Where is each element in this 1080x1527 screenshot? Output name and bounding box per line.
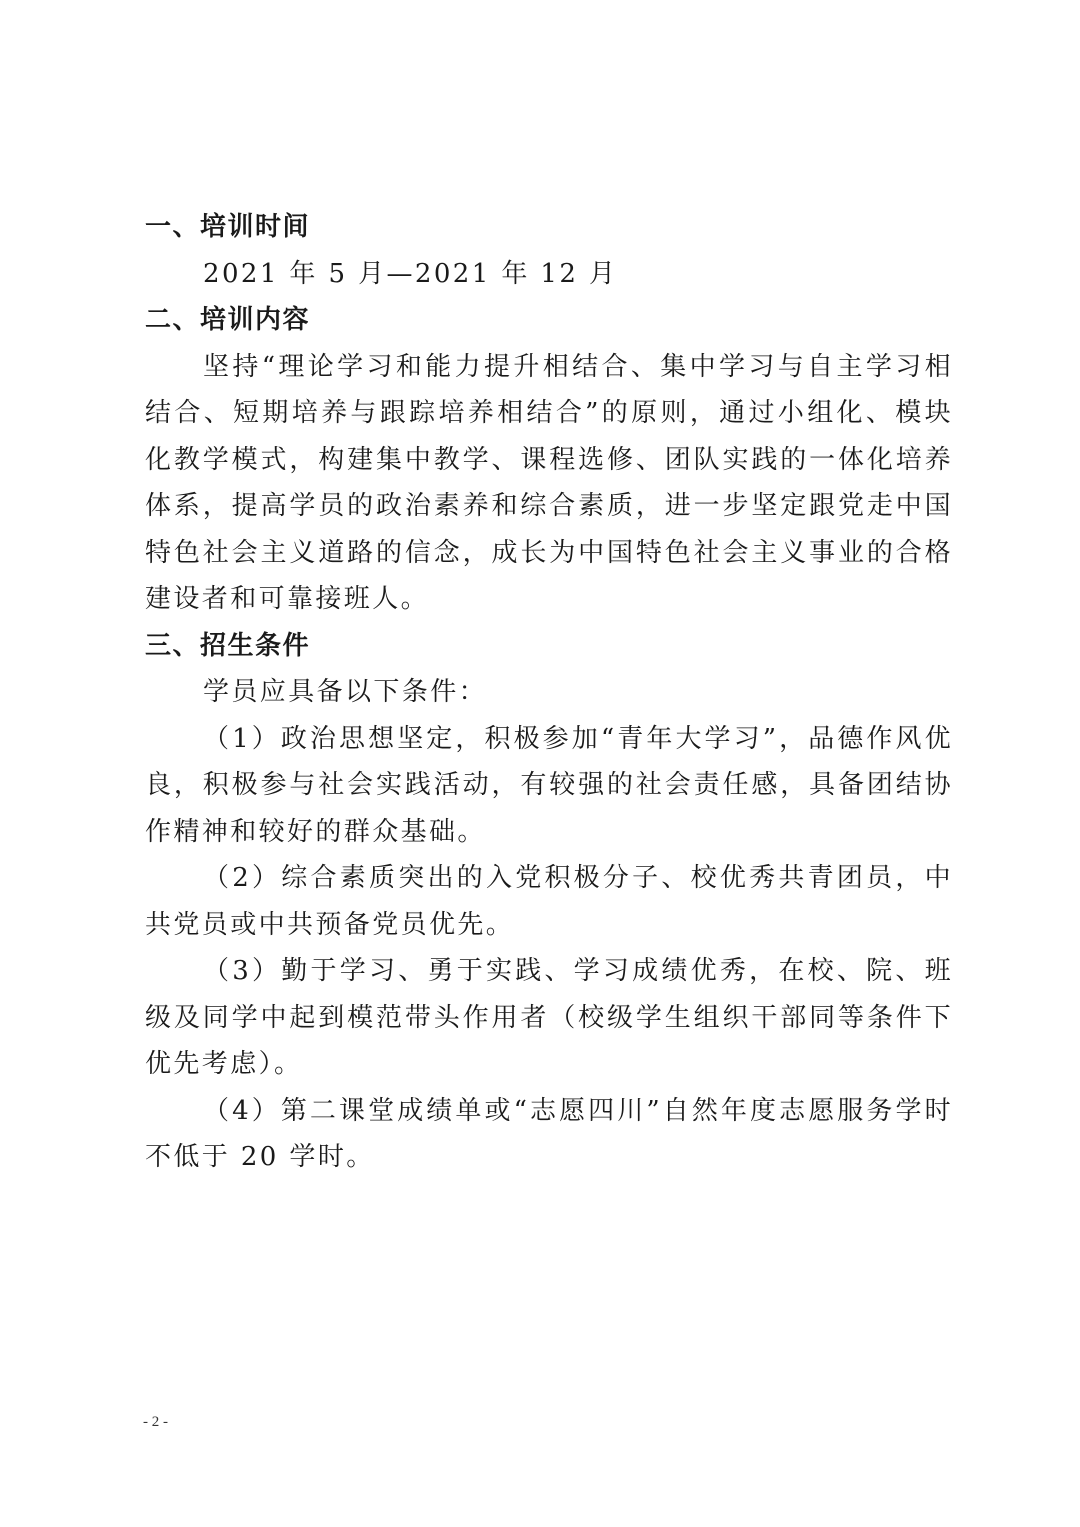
section-heading-admission-criteria: 三、招生条件: [145, 630, 311, 661]
document-body: [145, 204, 953, 1181]
admission-criterion-1: （1）政治思想坚定，积极参加“青年大学习”，品德作风优良，积极参与社会实践活动，有较强的社会责任感，具备团结协作精神和较好的群众基础。: [145, 723, 953, 847]
admission-criterion-2: （2）综合素质突出的入党积极分子、校优秀共青团员，中共党员或中共预备党员优先。: [145, 863, 953, 940]
page-number: - 2 -: [143, 1414, 168, 1430]
training-time-text: 2021 年 5 月—2021 年 12 月: [203, 258, 618, 289]
admission-criterion-4: （4）第二课堂成绩单或“志愿四川”自然年度志愿服务学时不低于 20 学时。: [145, 1095, 953, 1172]
admission-intro: 学员应具备以下条件：: [203, 677, 488, 707]
section-heading-training-time: 一、培训时间: [145, 212, 311, 242]
training-content-paragraph: 坚持“理论学习和能力提升相结合、集中学习与自主学习相结合、短期培养与跟踪培养相结合”的原则，通过小组化、模块化教学模式，构建集中教学、课程选修、团队实践的一体化培养体系，提高学员的政治素养和综合素质，进一步坚定跟党走中国特色社会主义道路的信念，成长为中国特色社会主义事业的合格建设者和可靠接班人。: [145, 351, 953, 614]
section-heading-training-content: 二、培训内容: [145, 305, 311, 335]
admission-criterion-3: （3）勤于学习、勇于实践、学习成绩优秀，在校、院、班级及同学中起到模范带头作用者（校级学生组织干部同等条件下优先考虑）。: [145, 956, 953, 1079]
